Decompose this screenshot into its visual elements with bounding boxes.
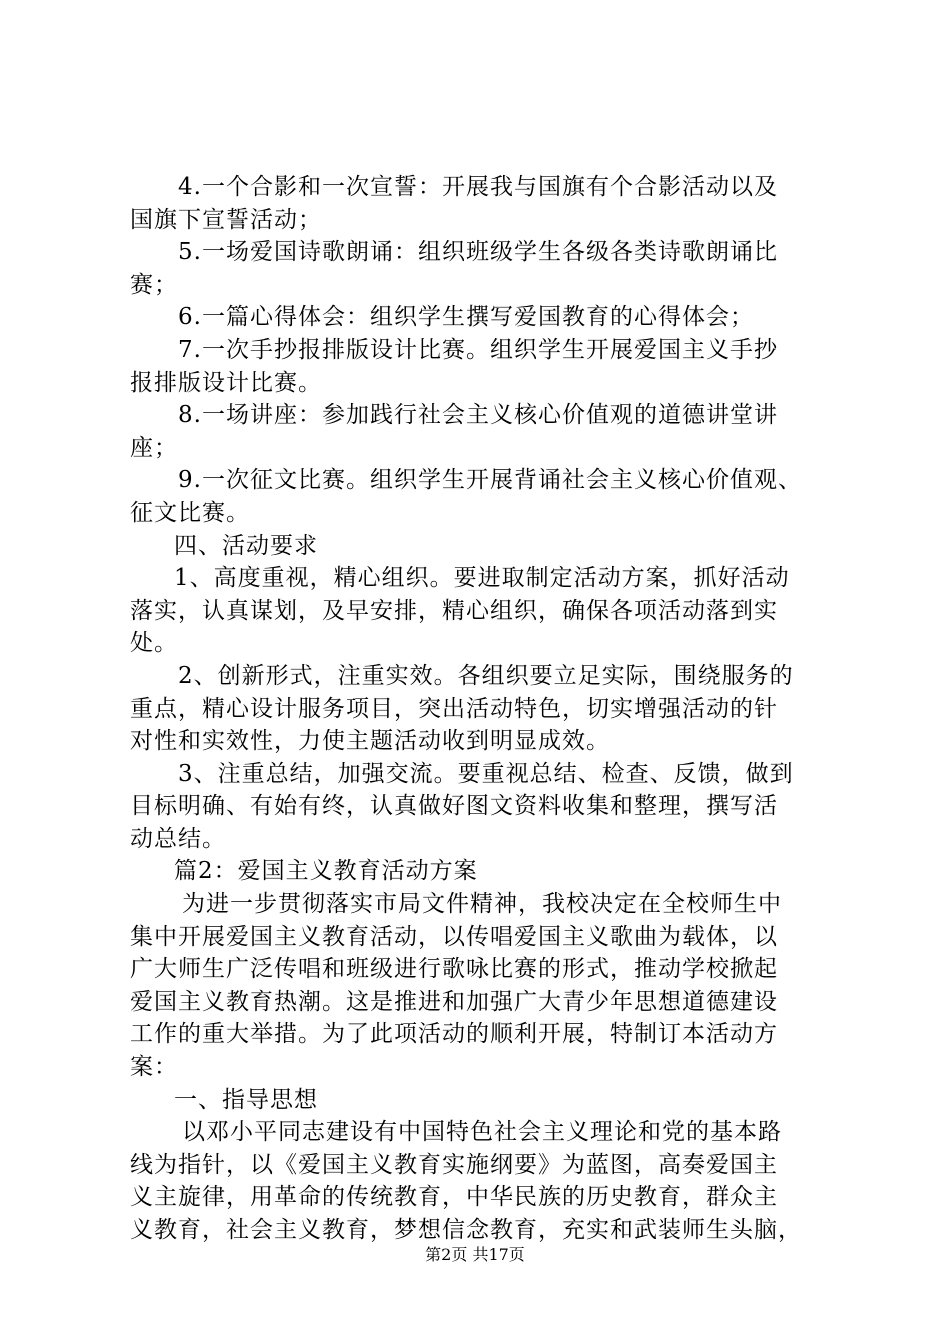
paragraph-line: 报排版设计比赛。 (130, 369, 322, 396)
paragraph-line: 9.一次征文比赛。组织学生开展背诵社会主义核心价值观、 (178, 467, 802, 494)
paragraph-line: 4.一个合影和一次宣誓：开展我与国旗有个合影活动以及 (178, 174, 778, 200)
paragraph-line: 目标明确、有始有终，认真做好图文资料收集和整理，撰写活 (130, 793, 778, 820)
paragraph-line: 座； (130, 434, 178, 461)
paragraph-line: 义教育，社会主义教育，梦想信念教育，充实和武装师生头脑， (130, 1217, 802, 1243)
section-heading: 四、活动要求 (174, 532, 318, 559)
paragraph-line: 赛； (130, 271, 178, 298)
paragraph-line: 8.一场讲座：参加践行社会主义核心价值观的道德讲堂讲 (178, 402, 778, 429)
paragraph-line: 5.一场爱国诗歌朗诵：组织班级学生各级各类诗歌朗诵比 (178, 239, 778, 266)
paragraph-line: 重点，精心设计服务项目，突出活动特色，切实增强活动的针 (130, 695, 778, 722)
paragraph-line: 集中开展爱国主义教育活动，以传唱爱国主义歌曲为载体，以 (130, 923, 778, 950)
paragraph-line: 工作的重大举措。为了此项活动的顺利开展，特制订本活动方 (130, 1021, 778, 1048)
paragraph-line: 3、注重总结，加强交流。要重视总结、检查、反馈，做到 (178, 760, 794, 787)
paragraph-line: 爱国主义教育热潮。这是推进和加强广大青少年思想道德建设 (130, 988, 778, 1015)
paragraph-line: 广大师生广泛传唱和班级进行歌咏比赛的形式，推动学校掀起 (130, 956, 778, 983)
paragraph-line: 以邓小平同志建设有中国特色社会主义理论和党的基本路 (182, 1119, 782, 1146)
paragraph-line: 动总结。 (130, 825, 226, 852)
section-heading: 一、指导思想 (174, 1086, 318, 1113)
paragraph-line: 6.一篇心得体会：组织学生撰写爱国教育的心得体会； (178, 304, 754, 331)
paragraph-line: 落实，认真谋划，及早安排，精心组织，确保各项活动落到实 (130, 597, 778, 624)
paragraph-line: 为进一步贯彻落实市局文件精神，我校决定在全校师生中 (182, 891, 782, 918)
paragraph-line: 1、高度重视，精心组织。要进取制定活动方案，抓好活动 (174, 565, 790, 592)
article-heading: 篇2：爱国主义教育活动方案 (174, 858, 478, 885)
paragraph-line: 2、创新形式，注重实效。各组织要立足实际，围绕服务的 (178, 662, 794, 689)
paragraph-line: 对性和实效性，力使主题活动收到明显成效。 (130, 728, 610, 755)
paragraph-line: 国旗下宣誓活动； (130, 206, 322, 233)
paragraph-line: 义主旋律，用革命的传统教育，中华民族的历史教育，群众主 (130, 1184, 778, 1211)
paragraph-line: 线为指针，以《爱国主义教育实施纲要》为蓝图，高奏爱国主 (130, 1151, 778, 1178)
paragraph-line: 案： (130, 1054, 178, 1081)
paragraph-line: 处。 (130, 630, 178, 657)
paragraph-line: 征文比赛。 (130, 499, 250, 526)
paragraph-line: 7.一次手抄报排版设计比赛。组织学生开展爱国主义手抄 (178, 336, 778, 363)
document-body (130, 171, 850, 1247)
page-number-footer: 第2页 共17页 (425, 1245, 525, 1264)
